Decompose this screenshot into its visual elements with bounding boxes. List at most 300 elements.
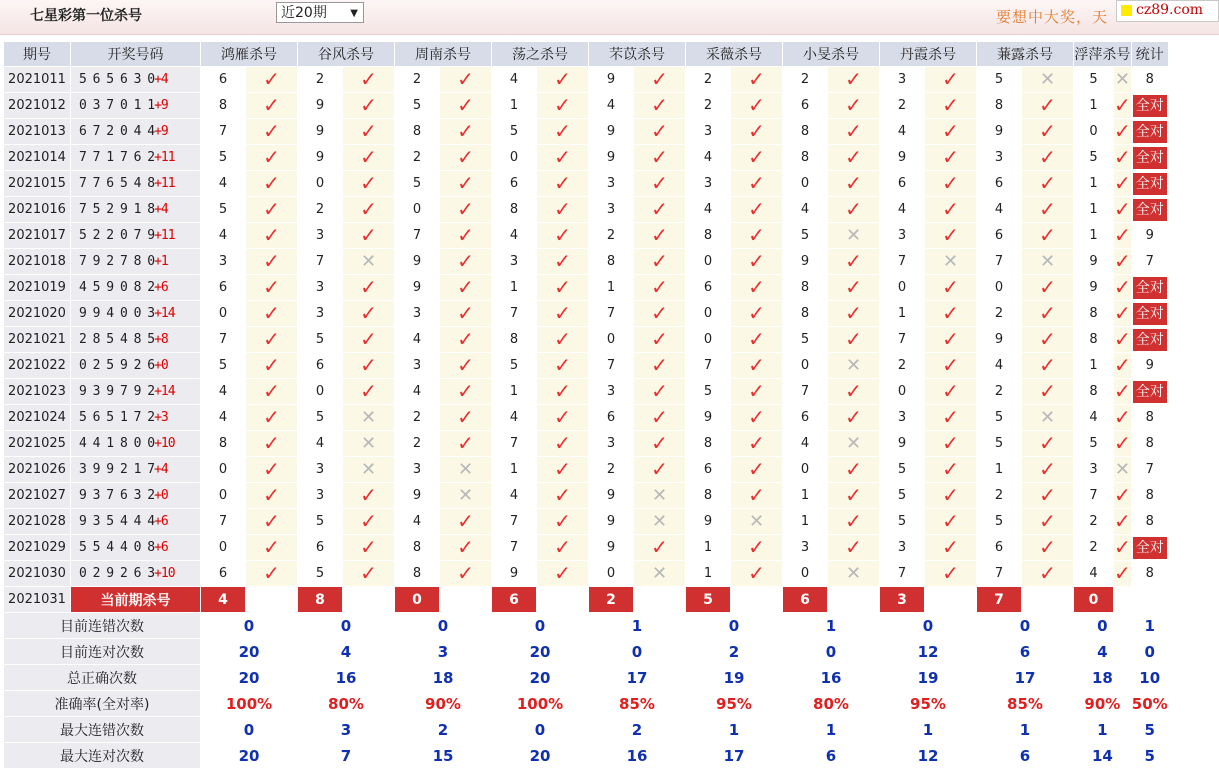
check-icon: ✓ — [1114, 223, 1131, 247]
stat-cell — [1131, 275, 1168, 301]
result-cell — [925, 197, 977, 223]
result-cell — [1022, 483, 1074, 509]
kill-number-cell: 7 — [783, 379, 828, 405]
result-cell — [440, 145, 492, 171]
summary-value: 0 — [977, 613, 1074, 639]
summary-value: 1 — [783, 717, 880, 743]
check-icon: ✓ — [748, 171, 765, 195]
result-cell — [537, 171, 589, 197]
kill-number-cell: 1 — [492, 275, 537, 301]
kill-number-cell: 8 — [201, 93, 246, 119]
summary-value: 20 — [201, 743, 298, 769]
result-cell — [925, 509, 977, 535]
check-icon: ✓ — [651, 327, 668, 351]
period-select-value: 近20期 — [281, 5, 327, 21]
summary-value: 6 — [783, 743, 880, 769]
result-cell — [828, 379, 880, 405]
result-cell — [731, 431, 783, 457]
kill-number-cell: 3 — [1074, 457, 1114, 483]
result-cell — [1114, 249, 1132, 275]
kill-number-cell: 4 — [783, 431, 828, 457]
result-cell — [731, 171, 783, 197]
draw-number: 7 7 1 7 6 2 — [79, 150, 155, 165]
kill-number-cell: 8 — [1074, 379, 1114, 405]
draw-sum: +1 — [154, 254, 168, 269]
check-icon: ✓ — [457, 119, 474, 143]
check-icon: ✓ — [554, 197, 571, 221]
kill-number-cell: 4 — [201, 171, 246, 197]
result-cell — [343, 561, 395, 587]
draw-sum: +10 — [154, 436, 175, 451]
result-cell — [440, 93, 492, 119]
draw-number: 9 3 5 4 4 4 — [79, 514, 155, 529]
kill-number-cell: 6 — [977, 171, 1022, 197]
kill-number-cell: 4 — [395, 379, 440, 405]
result-cell — [828, 93, 880, 119]
result-cell — [537, 249, 589, 275]
kill-number-cell: 6 — [783, 405, 828, 431]
check-icon: ✓ — [748, 431, 765, 455]
result-cell — [1022, 67, 1074, 93]
kill-number-cell: 3 — [783, 535, 828, 561]
check-icon: ✓ — [1114, 561, 1131, 585]
result-cell — [1022, 405, 1074, 431]
summary-value: 80% — [298, 691, 395, 717]
result-cell — [537, 145, 589, 171]
result-cell — [731, 249, 783, 275]
kill-number-cell: 8 — [492, 197, 537, 223]
check-icon: ✓ — [845, 197, 862, 221]
summary-value: 1 — [880, 717, 977, 743]
kill-number-cell: 8 — [492, 327, 537, 353]
column-header: 谷风杀号 — [298, 42, 395, 67]
result-cell — [440, 535, 492, 561]
kill-number-cell: 9 — [977, 327, 1022, 353]
check-icon: ✓ — [942, 431, 959, 455]
table-row — [4, 561, 1169, 587]
header-row — [4, 42, 1169, 67]
check-icon: ✓ — [942, 509, 959, 533]
draw-number: 0 2 9 2 6 3 — [79, 566, 155, 581]
kill-number-cell: 3 — [686, 119, 731, 145]
kill-number-cell: 2 — [880, 353, 925, 379]
kill-number-cell: 8 — [395, 561, 440, 587]
kill-number-cell: 1 — [1074, 93, 1114, 119]
result-cell — [246, 171, 298, 197]
result-cell — [537, 93, 589, 119]
draw-sum: +9 — [154, 124, 168, 139]
check-icon: ✓ — [457, 275, 474, 299]
kill-number-cell: 9 — [589, 67, 634, 93]
check-icon: ✓ — [942, 67, 959, 91]
result-cell — [246, 509, 298, 535]
draw-number: 5 6 5 1 7 2 — [79, 410, 155, 425]
check-icon: ✓ — [1114, 275, 1131, 299]
check-icon: ✓ — [263, 431, 280, 455]
result-cell — [634, 301, 686, 327]
kill-number-cell: 4 — [686, 197, 731, 223]
kill-number-cell: 8 — [395, 119, 440, 145]
draw-sum: +9 — [154, 98, 168, 113]
draw-number-cell — [71, 327, 201, 353]
all-correct-badge: 全对 — [1133, 95, 1167, 117]
result-cell — [634, 275, 686, 301]
draw-number: 4 5 9 0 8 2 — [79, 280, 155, 295]
check-icon: ✓ — [651, 275, 668, 299]
check-icon: ✓ — [360, 67, 377, 91]
current-kill-number: 7 — [977, 587, 1022, 613]
result-cell — [731, 405, 783, 431]
check-icon: ✓ — [748, 457, 765, 481]
kill-number-cell: 8 — [783, 275, 828, 301]
column-header: 开奖号码 — [71, 42, 201, 67]
result-cell — [246, 457, 298, 483]
kill-number-cell: 9 — [880, 431, 925, 457]
draw-sum: +4 — [154, 72, 168, 87]
result-cell — [440, 249, 492, 275]
kill-number-cell: 6 — [589, 405, 634, 431]
summary-value: 17 — [686, 743, 783, 769]
kill-number-cell: 9 — [298, 119, 343, 145]
period-cell: 2021022 — [4, 353, 71, 379]
draw-sum: +6 — [154, 280, 168, 295]
check-icon: ✓ — [360, 275, 377, 299]
draw-number: 7 5 2 9 1 8 — [79, 202, 155, 217]
summary-value: 0 — [201, 613, 298, 639]
check-icon: ✓ — [263, 561, 280, 585]
check-icon: ✓ — [651, 145, 668, 169]
site-logo[interactable] — [1116, 0, 1219, 22]
dropdown-arrow-icon: ▼ — [350, 8, 358, 19]
check-icon: ✓ — [554, 93, 571, 117]
kill-number-cell: 3 — [201, 249, 246, 275]
kill-number-cell: 9 — [686, 405, 731, 431]
check-icon: ✓ — [651, 379, 668, 403]
table-row — [4, 171, 1169, 197]
result-cell — [343, 457, 395, 483]
column-header: 小旻杀号 — [783, 42, 880, 67]
check-icon: ✓ — [748, 145, 765, 169]
result-cell — [925, 353, 977, 379]
result-cell — [828, 301, 880, 327]
table-row — [4, 197, 1169, 223]
summary-value: 4 — [1074, 639, 1132, 665]
draw-number: 2 8 5 4 8 5 — [79, 332, 155, 347]
kill-number-cell: 0 — [201, 483, 246, 509]
check-icon: ✓ — [554, 171, 571, 195]
check-icon: ✓ — [360, 145, 377, 169]
logo-square-icon — [1121, 5, 1132, 16]
kill-number-cell: 9 — [395, 483, 440, 509]
summary-label: 最大连错次数 — [4, 717, 201, 743]
result-cell — [731, 67, 783, 93]
draw-number: 3 9 9 2 1 7 — [79, 462, 155, 477]
check-icon: ✓ — [942, 119, 959, 143]
kill-number-cell: 4 — [1074, 561, 1114, 587]
kill-number-cell: 7 — [589, 353, 634, 379]
result-cell — [343, 483, 395, 509]
result-cell — [246, 93, 298, 119]
draw-sum: +0 — [154, 358, 168, 373]
result-cell — [634, 483, 686, 509]
kill-number-cell: 6 — [298, 353, 343, 379]
table-row — [4, 327, 1169, 353]
kill-number-cell: 4 — [492, 67, 537, 93]
summary-value: 4 — [298, 639, 395, 665]
table-row — [4, 275, 1169, 301]
draw-sum: +14 — [154, 384, 175, 399]
result-cell — [440, 171, 492, 197]
cross-icon: ✕ — [360, 250, 377, 272]
result-cell — [1114, 197, 1132, 223]
kill-number-cell: 5 — [686, 379, 731, 405]
period-cell: 2021015 — [4, 171, 71, 197]
kill-number-cell: 1 — [1074, 171, 1114, 197]
check-icon: ✓ — [1039, 431, 1056, 455]
result-cell — [925, 301, 977, 327]
result-cell — [1114, 561, 1132, 587]
result-cell — [343, 275, 395, 301]
result-cell — [537, 535, 589, 561]
check-icon: ✓ — [457, 145, 474, 169]
check-icon: ✓ — [748, 67, 765, 91]
result-cell — [731, 93, 783, 119]
kill-number-cell: 6 — [492, 171, 537, 197]
kill-number-cell: 5 — [492, 353, 537, 379]
result-cell — [440, 275, 492, 301]
check-icon: ✓ — [263, 535, 280, 559]
result-cell — [925, 145, 977, 171]
summary-value: 7 — [298, 743, 395, 769]
check-icon: ✓ — [1114, 249, 1131, 273]
result-cell — [343, 119, 395, 145]
cross-icon: ✕ — [651, 510, 668, 532]
summary-value: 16 — [783, 665, 880, 691]
result-cell — [440, 119, 492, 145]
result-cell — [634, 379, 686, 405]
kill-number-cell: 2 — [1074, 509, 1114, 535]
kill-number-cell: 0 — [492, 145, 537, 171]
result-cell — [246, 223, 298, 249]
stat-cell: 8 — [1131, 431, 1168, 457]
summary-value: 20 — [492, 743, 589, 769]
draw-number-cell — [71, 93, 201, 119]
check-icon: ✓ — [554, 457, 571, 481]
kill-number-cell: 2 — [686, 93, 731, 119]
result-cell — [828, 431, 880, 457]
current-kill-blank — [1114, 587, 1132, 613]
all-correct-badge: 全对 — [1133, 277, 1167, 299]
kill-number-cell: 2 — [589, 223, 634, 249]
kill-number-cell: 5 — [783, 223, 828, 249]
current-kill-number: 8 — [298, 587, 343, 613]
kill-number-cell: 9 — [880, 145, 925, 171]
kill-number-cell: 9 — [492, 561, 537, 587]
kill-number-cell: 0 — [686, 301, 731, 327]
cross-icon: ✕ — [360, 432, 377, 454]
check-icon: ✓ — [1039, 483, 1056, 507]
table-row — [4, 145, 1169, 171]
check-icon: ✓ — [748, 353, 765, 377]
check-icon: ✓ — [554, 561, 571, 585]
cross-icon: ✕ — [1039, 250, 1056, 272]
check-icon: ✓ — [1039, 171, 1056, 195]
check-icon: ✓ — [942, 327, 959, 351]
result-cell — [537, 379, 589, 405]
kill-number-cell: 1 — [783, 509, 828, 535]
kill-number-cell: 9 — [1074, 275, 1114, 301]
result-cell — [634, 509, 686, 535]
result-cell — [537, 301, 589, 327]
kill-number-cell: 4 — [977, 197, 1022, 223]
kill-number-cell: 9 — [589, 483, 634, 509]
column-header: 丹霞杀号 — [880, 42, 977, 67]
kill-number-cell: 0 — [783, 457, 828, 483]
result-cell — [1114, 457, 1132, 483]
result-cell — [634, 327, 686, 353]
kill-number-cell: 7 — [880, 327, 925, 353]
period-cell: 2021019 — [4, 275, 71, 301]
draw-number: 0 3 7 0 1 1 — [79, 98, 155, 113]
draw-number: 5 5 4 4 0 8 — [79, 540, 155, 555]
current-period-cell: 2021031 — [4, 587, 71, 613]
check-icon: ✓ — [748, 483, 765, 507]
draw-number: 5 6 5 6 3 0 — [79, 72, 155, 87]
check-icon: ✓ — [554, 353, 571, 377]
column-header: 蒹露杀号 — [977, 42, 1074, 67]
summary-row — [4, 665, 1169, 691]
period-cell: 2021023 — [4, 379, 71, 405]
check-icon: ✓ — [263, 327, 280, 351]
check-icon: ✓ — [1114, 509, 1131, 533]
check-icon: ✓ — [263, 223, 280, 247]
kill-number-cell: 0 — [1074, 119, 1114, 145]
result-cell — [828, 457, 880, 483]
stat-cell: 7 — [1131, 457, 1168, 483]
check-icon: ✓ — [263, 509, 280, 533]
all-correct-badge: 全对 — [1133, 303, 1167, 325]
check-icon: ✓ — [360, 327, 377, 351]
kill-number-cell: 1 — [492, 457, 537, 483]
check-icon: ✓ — [942, 353, 959, 377]
result-cell — [1022, 171, 1074, 197]
kill-number-cell: 6 — [977, 535, 1022, 561]
check-icon: ✓ — [1039, 379, 1056, 403]
cross-icon: ✕ — [845, 354, 862, 376]
kill-number-cell: 5 — [977, 431, 1022, 457]
stat-cell: 8 — [1131, 509, 1168, 535]
draw-sum: +14 — [154, 306, 175, 321]
result-cell — [343, 171, 395, 197]
check-icon: ✓ — [457, 171, 474, 195]
summary-value: 10 — [1131, 665, 1168, 691]
period-cell: 2021018 — [4, 249, 71, 275]
kill-number-cell: 5 — [880, 509, 925, 535]
kill-number-cell: 7 — [298, 249, 343, 275]
kill-number-cell: 4 — [298, 431, 343, 457]
check-icon: ✓ — [845, 457, 862, 481]
check-icon: ✓ — [1039, 93, 1056, 117]
result-cell — [1114, 405, 1132, 431]
result-cell — [343, 145, 395, 171]
period-cell: 2021021 — [4, 327, 71, 353]
stat-cell: 8 — [1131, 483, 1168, 509]
stat-cell — [1131, 301, 1168, 327]
check-icon: ✓ — [554, 379, 571, 403]
summary-value: 12 — [880, 639, 977, 665]
kill-number-cell: 7 — [977, 249, 1022, 275]
check-icon: ✓ — [1039, 145, 1056, 169]
draw-sum: +6 — [154, 540, 168, 555]
kill-number-cell: 4 — [492, 223, 537, 249]
result-cell — [440, 197, 492, 223]
result-cell — [925, 327, 977, 353]
kill-number-cell: 5 — [298, 327, 343, 353]
check-icon: ✓ — [360, 353, 377, 377]
draw-sum: +11 — [154, 176, 175, 191]
current-kill-number: 4 — [201, 587, 246, 613]
cross-icon: ✕ — [651, 562, 668, 584]
kill-number-cell: 3 — [589, 197, 634, 223]
check-icon: ✓ — [942, 561, 959, 585]
table-row — [4, 405, 1169, 431]
check-icon: ✓ — [845, 119, 862, 143]
kill-number-cell: 6 — [783, 93, 828, 119]
logo-text: cz89.com — [1136, 2, 1204, 18]
result-cell — [731, 509, 783, 535]
table-row — [4, 93, 1169, 119]
result-cell — [925, 535, 977, 561]
summary-value: 20 — [201, 665, 298, 691]
kill-number-cell: 7 — [977, 561, 1022, 587]
column-header: 浮萍杀号 — [1074, 42, 1132, 67]
kill-number-cell: 1 — [1074, 353, 1114, 379]
check-icon: ✓ — [554, 483, 571, 507]
result-cell — [731, 483, 783, 509]
kill-number-cell: 1 — [880, 301, 925, 327]
kill-number-cell: 7 — [201, 327, 246, 353]
result-cell — [1022, 561, 1074, 587]
stat-cell: 8 — [1131, 405, 1168, 431]
kill-number-cell: 7 — [492, 301, 537, 327]
summary-value: 90% — [395, 691, 492, 717]
check-icon: ✓ — [360, 509, 377, 533]
summary-row — [4, 717, 1169, 743]
cross-icon: ✕ — [1039, 68, 1056, 90]
page-title: 七星彩第一位杀号 — [30, 8, 142, 24]
check-icon: ✓ — [1114, 93, 1131, 117]
kill-number-cell: 5 — [395, 171, 440, 197]
check-icon: ✓ — [1114, 145, 1131, 169]
kill-number-cell: 1 — [686, 561, 731, 587]
all-correct-badge: 全对 — [1133, 329, 1167, 351]
result-cell — [537, 119, 589, 145]
draw-sum: +3 — [154, 410, 168, 425]
period-select[interactable] — [276, 2, 364, 23]
kill-number-cell: 3 — [492, 249, 537, 275]
result-cell — [440, 483, 492, 509]
check-icon: ✓ — [457, 327, 474, 351]
kill-number-cell: 3 — [589, 171, 634, 197]
result-cell — [925, 379, 977, 405]
cross-icon: ✕ — [845, 432, 862, 454]
table-row — [4, 119, 1169, 145]
check-icon: ✓ — [457, 301, 474, 325]
result-cell — [634, 119, 686, 145]
kill-number-cell: 5 — [492, 119, 537, 145]
check-icon: ✓ — [263, 93, 280, 117]
check-icon: ✓ — [748, 301, 765, 325]
